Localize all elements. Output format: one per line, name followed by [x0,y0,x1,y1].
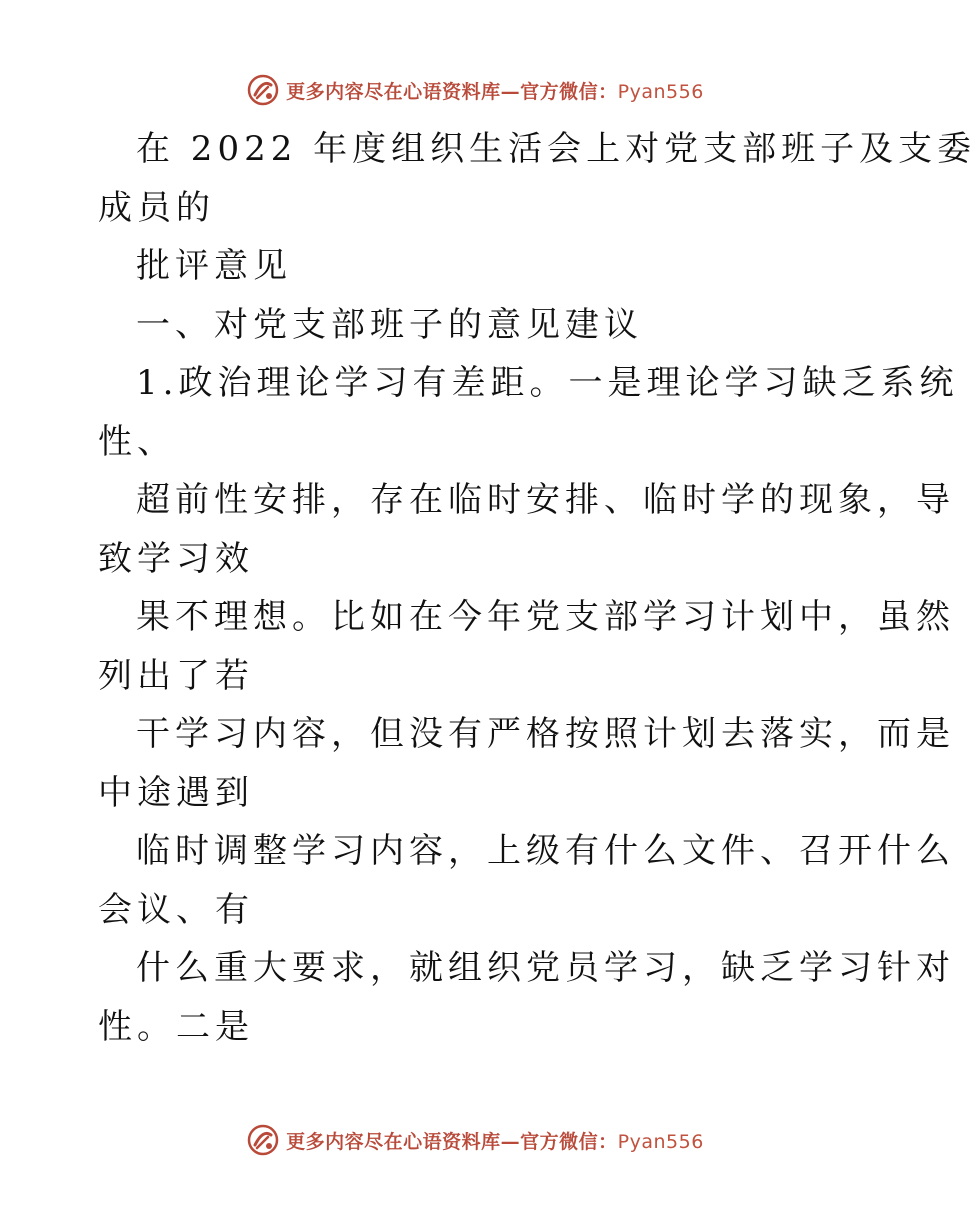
banner-text: 更多内容尽在心语资料库—官方微信： [286,80,618,103]
text-line: 会议、有 [98,889,254,930]
text-line: 1.政治理论学习有差距。一是理论学习缺乏系统 [136,363,959,403]
logo-icon [246,1123,280,1157]
text-line: 干学习内容，但没有严格按照计划去落实，而是 [136,714,955,754]
text-line: 临时调整学习内容，上级有什么文件、召开什么 [136,831,955,871]
banner-wechat: Pyan556 [617,80,704,103]
text-line: 中途遇到 [98,772,254,813]
section-heading: 一、对党支部班子的意见建议 [136,304,643,345]
header-banner-text [286,77,704,104]
header-banner [0,70,950,110]
text-line: 超前性安排，存在临时安排、临时学的现象，导 [136,480,955,520]
banner-text: 更多内容尽在心语资料库—官方微信： [286,1130,618,1153]
document-body [98,120,976,1056]
footer-banner-text [286,1127,704,1154]
text-line: 列出了若 [98,655,254,696]
text-line: 批评意见 [136,246,292,286]
text-line: 性。二是 [98,1006,254,1047]
text-line: 什么重大要求，就组织党员学习，缺乏学习针对 [136,948,955,988]
text-line: 性、 [98,421,176,462]
text-line: 致学习效 [98,538,254,579]
banner-wechat: Pyan556 [617,1130,704,1153]
logo-icon [246,73,280,107]
text-line: 在 2022 年度组织生活会上对党支部班子及支委 [136,129,976,169]
footer-banner [0,1120,950,1160]
text-line: 成员的 [98,187,215,228]
text-line: 果不理想。比如在今年党支部学习计划中，虽然 [136,597,955,637]
